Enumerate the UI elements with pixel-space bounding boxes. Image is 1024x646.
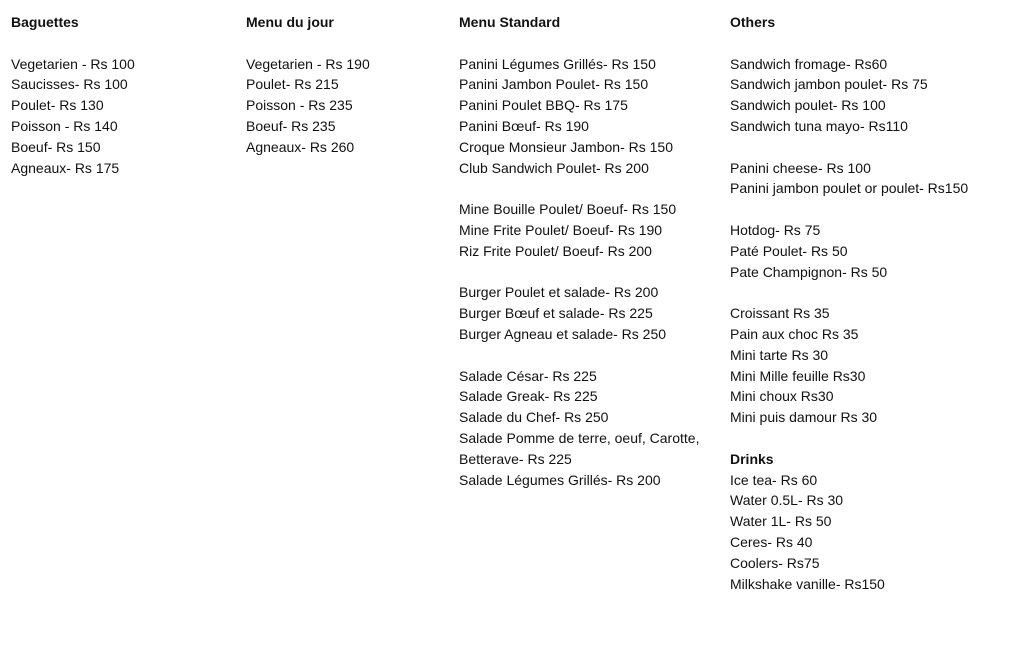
column-header-others: Others [730,14,776,30]
menu-item: Milkshake vanille- Rs150 [730,575,885,592]
menu-item: Vegetarien - Rs 100 [11,55,135,72]
menu-item: Panini cheese- Rs 100 [730,159,871,176]
menu-item: Water 0.5L- Rs 30 [730,492,844,509]
menu-item: Salade Pomme de terre, oeuf, Carotte, [459,429,700,446]
menu-item: Ceres- Rs 40 [730,533,813,550]
menu-column-menu-du-jour [246,12,446,158]
menu-item: Panini Légumes Grillés- Rs 150 [459,55,656,72]
menu-item: Poisson - Rs 235 [246,97,353,114]
menu-item: Club Sandwich Poulet- Rs 200 [459,159,649,176]
section-header-drinks: Drinks [730,450,774,467]
menu-item: Mini Mille feuille Rs30 [730,367,866,384]
menu-item: Panini Bœuf- Rs 190 [459,117,589,134]
menu-item: Croissant Rs 35 [730,305,830,322]
menu-item: Riz Frite Poulet/ Boeuf- Rs 200 [459,242,652,259]
menu-item: Agneaux- Rs 260 [246,138,355,155]
menu-item: Burger Poulet et salade- Rs 200 [459,284,659,301]
menu-item: Sandwich tuna mayo- Rs110 [730,117,908,134]
menu-item: Sandwich fromage- Rs60 [730,55,888,72]
menu-item: Water 1L- Rs 50 [730,513,832,530]
menu-item: Boeuf- Rs 235 [246,117,336,134]
menu-item: Salade César- Rs 225 [459,367,597,384]
column-header-baguettes: Baguettes [11,14,79,30]
menu-item: Saucisses- Rs 100 [11,76,128,93]
menu-item: Coolers- Rs75 [730,554,820,571]
menu-item: Mini puis damour Rs 30 [730,409,878,426]
menu-item: Croque Monsieur Jambon- Rs 150 [459,138,673,155]
menu-item: Betterave- Rs 225 [459,450,572,467]
menu-item: Salade du Chef- Rs 250 [459,409,609,426]
menu-item: Salade Greak- Rs 225 [459,388,598,405]
menu-item: Poisson - Rs 140 [11,117,118,134]
menu-item: Panini Poulet BBQ- Rs 175 [459,97,628,114]
menu-item: Poulet- Rs 215 [246,76,339,93]
menu-column-others [730,12,1020,594]
menu-item: Salade Légumes Grillés- Rs 200 [459,471,661,488]
menu-item: Hotdog- Rs 75 [730,221,821,238]
menu-item: Sandwich jambon poulet- Rs 75 [730,76,928,93]
menu-item: Burger Bœuf et salade- Rs 225 [459,305,653,322]
menu-column-menu-standard [459,12,719,490]
menu-item: Sandwich poulet- Rs 100 [730,97,886,114]
menu-item: Paté Poulet- Rs 50 [730,242,848,259]
menu-item: Poulet- Rs 130 [11,97,104,114]
menu-item: Vegetarien - Rs 190 [246,55,370,72]
menu-item: Pain aux choc Rs 35 [730,325,859,342]
menu-item: Burger Agneau et salade- Rs 250 [459,325,667,342]
column-header-menu-du-jour: Menu du jour [246,14,334,30]
menu-item: Ice tea- Rs 60 [730,471,818,488]
menu-item: Panini Jambon Poulet- Rs 150 [459,76,649,93]
menu-item: Mini tarte Rs 30 [730,346,829,363]
menu-column-baguettes [11,12,231,178]
menu-item: Mine Frite Poulet/ Boeuf- Rs 190 [459,221,663,238]
menu-item: Mine Bouille Poulet/ Boeuf- Rs 150 [459,201,677,218]
menu-item: Agneaux- Rs 175 [11,159,120,176]
menu-item: Boeuf- Rs 150 [11,138,101,155]
menu-item: Mini choux Rs30 [730,388,834,405]
menu-item: Panini jambon poulet or poulet- Rs150 [730,180,969,197]
column-header-menu-standard: Menu Standard [459,14,561,30]
menu-item: Pate Champignon- Rs 50 [730,263,888,280]
